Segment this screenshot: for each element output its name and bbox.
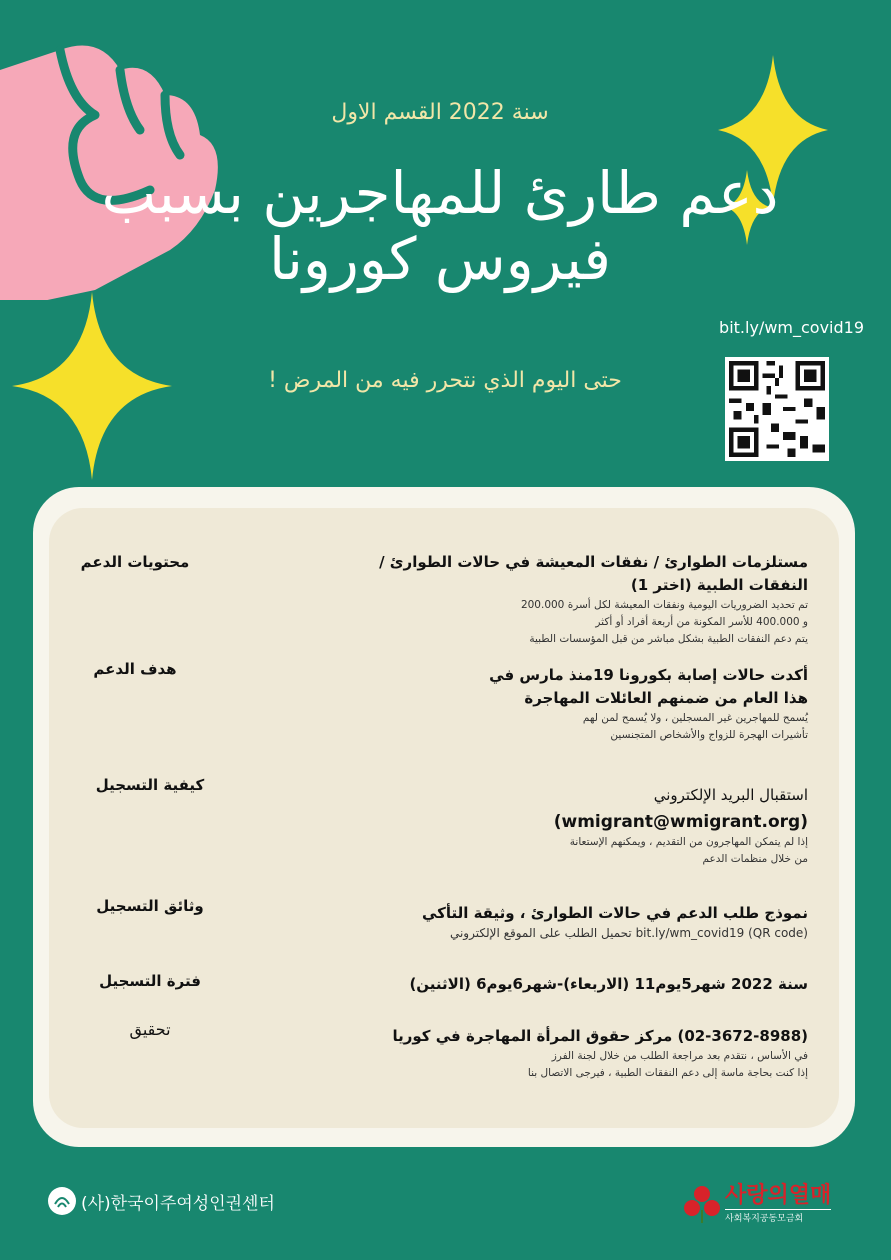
love-fruit-logo-icon	[683, 1184, 721, 1224]
title-line-2: فيروس كورونا	[269, 225, 611, 293]
support-contents	[368, 551, 808, 648]
how-to-register	[368, 784, 808, 868]
label-how-to-register: كيفية التسجيل	[95, 776, 205, 794]
footer-org-right-sub: 사회복지공동모금회	[725, 1209, 831, 1224]
inquiry-line-2: إذا كنت بحاجة ماسة إلى دعم النفقات الطبية ، فيرجى الاتصال بنا	[527, 1067, 808, 1079]
registration-documents-line-1: bit.ly/wm_covid19 (QR code) تحميل الطلب على الموقع الإلكتروني	[449, 926, 808, 940]
slogan: حتى اليوم الذي نتحرر فيه من المرض !	[268, 368, 622, 393]
support-target-head: أكدت حالات إصابة بكورونا 19منذ مارس في هذا العام من ضمنهم العائلات المهاجرة	[489, 666, 808, 707]
label-registration-period: فترة التسجيل	[99, 972, 201, 990]
support-target-line-2: تأشيرات الهجرة للزواج والأشخاص المتجنسين	[610, 729, 808, 741]
label-support-target: هدف الدعم	[93, 660, 177, 678]
support-contents-head: مستلزمات الطوارئ / نفقات المعيشة في حالات الطوارئ / النفقات الطبية (اختر 1)	[379, 553, 808, 594]
year-subtitle: سنة 2022 القسم الاول	[331, 100, 549, 125]
support-target-line-1: يُسمح للمهاجرين غير المسجلين ، ولا يُسمح لمن لهم	[582, 712, 808, 724]
support-target	[478, 664, 808, 744]
label-registration-documents: وثائق التسجيل	[96, 897, 204, 915]
footer-org-left	[47, 1186, 275, 1216]
registration-period	[368, 973, 808, 996]
inquiry	[368, 1025, 808, 1082]
registration-email[interactable]: (wmigrant@wmigrant.org)	[553, 812, 808, 832]
sparkle-left	[12, 292, 172, 480]
support-contents-line-1: تم تحديد الضروريات اليومية ونفقات المعيشة لكل أسرة 200.000	[520, 599, 808, 611]
footer-org-left-name: (사)한국이주여성인권센터	[81, 1193, 275, 1214]
label-inquiry: تحقيق	[129, 1020, 171, 1039]
how-to-register-line-2: من خلال منظمات الدعم	[702, 853, 808, 865]
title-line-1: دعم طارئ للمهاجرين بسبب	[101, 159, 779, 227]
support-contents-line-3: يتم دعم النفقات الطبية بشكل مباشر من قبل المؤسسات الطبية	[529, 633, 808, 645]
qr-code	[725, 357, 829, 461]
how-to-register-method: استقبال البريد الإلكتروني	[653, 786, 808, 804]
registration-documents-head: نموذج طلب الدعم في حالات الطوارئ ، وثيقة التأكي	[421, 904, 808, 922]
footer-org-right	[683, 1183, 831, 1224]
org-emblem-icon	[47, 1186, 77, 1216]
footer-org-right-name: 사랑의열매	[725, 1183, 832, 1208]
registration-documents	[368, 902, 808, 942]
page-title	[40, 160, 840, 292]
inquiry-head: (02-3672-8988) مركز حقوق المرأة المهاجرة في كوريا	[392, 1027, 808, 1045]
how-to-register-line-1: إذا لم يتمكن المهاجرون من التقديم ، ويمكنهم الإستعانة	[569, 836, 808, 848]
support-contents-line-2: و 400.000 للأسر المكونة من أربعة أفراد أو أكثر	[595, 616, 808, 628]
inquiry-line-1: في الأساس ، نتقدم بعد مراجعة الطلب من خلال لجنة الفرز	[551, 1050, 808, 1062]
short-url[interactable]: bit.ly/wm_covid19	[719, 318, 864, 337]
label-support-contents: محتويات الدعم	[80, 553, 190, 571]
registration-period-head: سنة 2022 شهر5يوم11 (الاربعاء)-شهر6يوم6 (الاثنين)	[409, 975, 808, 993]
